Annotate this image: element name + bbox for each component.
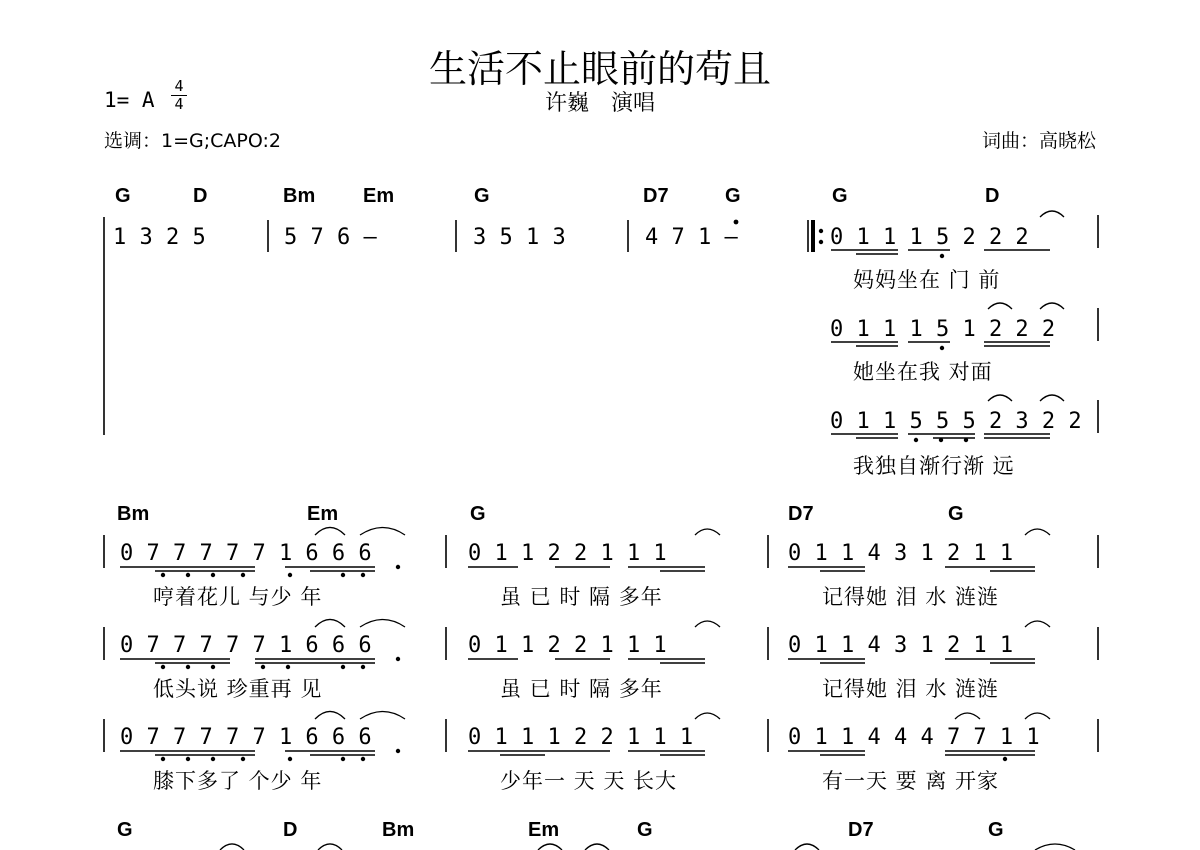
measure-notes: 0 1 1 4 4 4 7 7 1 1 (788, 725, 1040, 750)
measure-notes: 5 7 6 — (284, 225, 377, 250)
lyric-line: 记得她 泪 水 涟涟 (822, 677, 1000, 701)
octave-dots (161, 220, 1007, 762)
chord: G (117, 819, 133, 841)
chord: G (832, 185, 848, 207)
repeat-dots (819, 229, 823, 244)
measure-notes: 0 1 1 2 2 1 1 1 (468, 633, 667, 658)
measure-notes: 0 1 1 4 3 1 2 1 1 (788, 541, 1014, 566)
duration-underlines (120, 250, 1050, 755)
chord: Bm (382, 819, 415, 841)
chord: G (725, 185, 741, 207)
chord: D (985, 185, 1000, 207)
song-title: 生活不止眼前的苟且 (428, 47, 771, 91)
chord: Bm (283, 185, 316, 207)
singer-credit: 许巍 演唱 (544, 91, 655, 116)
chord: G (637, 819, 653, 841)
measure-notes: 4 7 1 — (645, 225, 738, 250)
chord: Em (363, 185, 395, 207)
chord: D7 (848, 819, 874, 841)
measure-notes: 0 1 1 1 2 2 1 1 1 (468, 725, 694, 750)
measure-notes: 0 1 1 4 3 1 2 1 1 (788, 633, 1014, 658)
lyric-line: 低头说 珍重再 见 (153, 677, 323, 701)
lyric-line: 少年一 天 天 长大 (500, 769, 678, 793)
chord: G (470, 503, 486, 525)
measure-notes: 0 1 1 2 2 1 1 1 (468, 541, 667, 566)
lyric-line: 膝下多了 个少 年 (153, 769, 323, 793)
lyricist-composer: 词曲：高晓松 (981, 130, 1096, 152)
verse-notes: 0 1 1 1 5 1 2 2 2 (830, 317, 1056, 342)
chord: G (115, 185, 131, 207)
chord: Em (528, 819, 560, 841)
measure-notes: 0 7 7 7 7 7 1 6 6 6 (120, 541, 372, 566)
tuning-info: 选调：1=G;CAPO:2 (104, 130, 281, 152)
slurs (220, 211, 1075, 850)
verse-notes: 0 1 1 5 5 5 2 3 2 2 (830, 409, 1082, 434)
barlines (104, 215, 1098, 752)
chord: D (283, 819, 298, 841)
chord: Bm (117, 503, 150, 525)
measure-notes: 1 3 2 5 (113, 225, 206, 250)
chord: D7 (643, 185, 669, 207)
lyric-line: 妈妈坐在 门 前 (853, 268, 1001, 292)
time-signature-top: 4 (174, 77, 184, 95)
measure-notes: 0 7 7 7 7 7 1 6 6 6 (120, 725, 372, 750)
lyric-line: 她坐在我 对面 (853, 360, 993, 384)
verse-notes: 0 1 1 1 5 2 2 2 (830, 225, 1029, 250)
chord: D (193, 185, 208, 207)
chord: G (474, 185, 490, 207)
lyric-line: 虽 已 时 隔 多年 (500, 585, 663, 609)
chord: G (988, 819, 1004, 841)
lyric-line: 哼着花儿 与少 年 (153, 585, 323, 609)
chord: D7 (788, 503, 814, 525)
lyric-line: 记得她 泪 水 涟涟 (822, 585, 1000, 609)
key-signature: 1= A (104, 88, 155, 112)
lyric-line: 虽 已 时 隔 多年 (500, 677, 663, 701)
lyric-line: 我独自渐行渐 远 (853, 454, 1015, 478)
chord: G (948, 503, 964, 525)
measure-notes: 0 7 7 7 7 7 1 6 6 6 (120, 633, 372, 658)
measure-notes: 3 5 1 3 (473, 225, 566, 250)
lyric-line: 有一天 要 离 开家 (822, 769, 1000, 793)
time-signature-bottom: 4 (174, 95, 184, 113)
chord: Em (307, 503, 339, 525)
